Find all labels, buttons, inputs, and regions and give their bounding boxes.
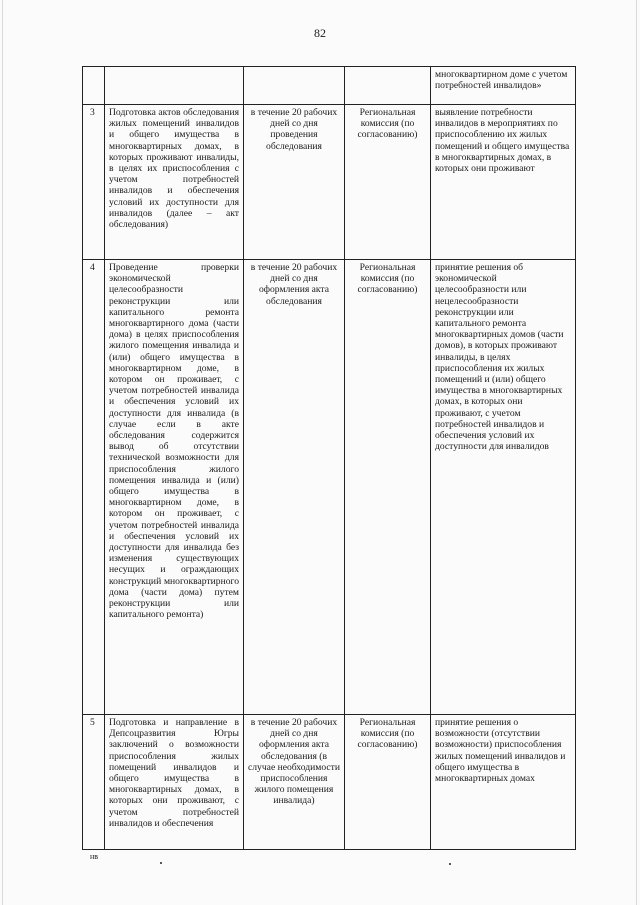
footer-mark: нв [90, 852, 99, 861]
table-row [83, 67, 576, 105]
deadline-cell: в течение 20 рабочих дней со дня оформления акта обследования (в случае необходимости приспособления жилого помещения инвалида) [244, 715, 345, 850]
result-cell: выявление потребности инвалидов в мероприятиях по приспособлению их жилых помещений и общего имущества в многоквартирных домах, в которых они проживают [431, 105, 576, 260]
responsible-cell [345, 67, 431, 105]
task-cell: Проведение проверки экономической целесообразности реконструкции или капитального ремонта многоквартирного дома (части дома) в целях приспособления жилого помещения инвалида и (или) общего имущества в многоквартирном доме, в котором он проживает, с учетом потребностей инвалида и обеспечения условий их доступности для инвалида (в случае если в акте обследования содержится вывод об отсутствии технической возможности для приспособления жилого помещения инвалида и (или) общего имущества в многоквартирном доме, в котором он проживает, с учетом потребностей инвалида и обеспечения условий их доступности для инвалида без изменения существующих несущих и ограждающих конструкций многоквартирного дома (части дома) путем реконструкции или капитального ремонта) [105, 260, 244, 715]
task-cell [105, 67, 244, 105]
task-cell: Подготовка и направление в Депсоцразвития Югры заключений о возможности приспособления жилых помещений инвалидов и общего имущества в многоквартирных домах, в которых они проживают, с учетом потребностей инвалидов и обеспечения [105, 715, 244, 850]
deadline-cell: в течение 20 рабочих дней со дня проведения обследования [244, 105, 345, 260]
result-cell: принятие решения об экономической целесообразности или нецелесообразности реконструкции или капитального ремонта многоквартирных домов (части домов), в которых проживают инвалиды, в целях приспособления их жилых помещений и (или) общего имущества в многоквартирных домах, в которых они проживают, с учетом потребностей инвалидов и обеспечения условий их доступности для инвалидов [431, 260, 576, 715]
result-cell: многоквартирном доме с учетом потребностей инвалидов» [431, 67, 576, 105]
left-scan-edge [2, 0, 3, 905]
row-number: 3 [83, 105, 105, 260]
table-row [83, 715, 576, 850]
responsible-cell: Региональная комиссия (по согласованию) [345, 105, 431, 260]
page-number: 82 [314, 26, 326, 40]
row-number [83, 67, 105, 105]
plan-table [82, 66, 576, 850]
right-scan-edge [636, 0, 637, 905]
table-row [83, 105, 576, 260]
deadline-cell: в течение 20 рабочих дней со дня оформления акта обследования [244, 260, 345, 715]
responsible-cell: Региональная комиссия (по согласованию) [345, 715, 431, 850]
task-cell: Подготовка актов обследования жилых помещений инвалидов и общего имущества в многоквартирных домах, в которых проживают инвалиды, в целях их приспособления с учетом потребностей инвалидов и обеспечения условий их доступности для инвалидов (далее – акт обследования) [105, 105, 244, 260]
table-row [83, 260, 576, 715]
result-cell: принятие решения о возможности (отсутствии возможности) приспособления жилых помещений инвалидов и общего имущества в многоквартирных домах [431, 715, 576, 850]
row-number: 5 [83, 715, 105, 850]
deadline-cell [244, 67, 345, 105]
responsible-cell: Региональная комиссия (по согласованию) [345, 260, 431, 715]
scan-dot [449, 863, 451, 865]
row-number: 4 [83, 260, 105, 715]
scan-dot [160, 862, 162, 864]
